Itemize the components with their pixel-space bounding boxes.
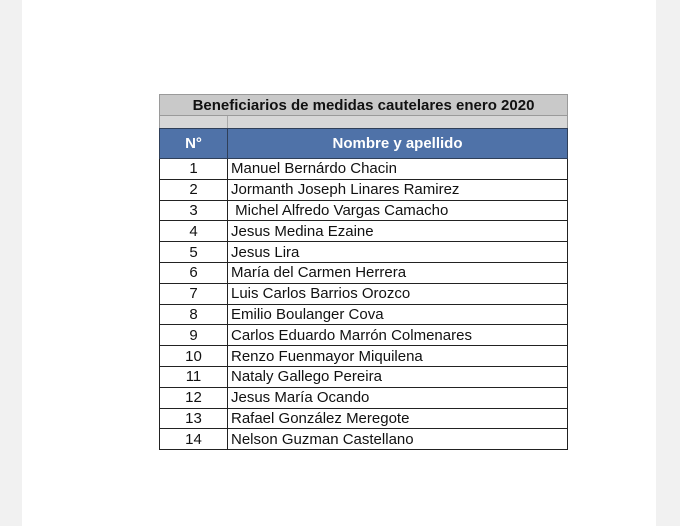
row-number: 13 bbox=[160, 409, 228, 429]
row-name: Manuel Bernárdo Chacin bbox=[231, 160, 397, 178]
row-name: Renzo Fuenmayor Miquilena bbox=[231, 347, 423, 365]
row-name: Emilio Boulanger Cova bbox=[231, 305, 384, 323]
table-row bbox=[160, 263, 567, 284]
row-name: Jesus Medina Ezaine bbox=[231, 222, 374, 240]
table-row bbox=[160, 159, 567, 180]
row-name: Carlos Eduardo Marrón Colmenares bbox=[231, 326, 472, 344]
header-row bbox=[159, 128, 568, 159]
row-number: 7 bbox=[160, 284, 228, 304]
document-page bbox=[22, 0, 656, 526]
table-row bbox=[160, 242, 567, 263]
row-number: 6 bbox=[160, 263, 228, 283]
table-row bbox=[160, 429, 567, 450]
row-name: María del Carmen Herrera bbox=[231, 264, 407, 282]
row-name: Jesus Lira bbox=[231, 243, 300, 261]
row-name: Michel Alfredo Vargas Camacho bbox=[231, 201, 449, 219]
row-name: Nataly Gallego Pereira bbox=[231, 368, 382, 386]
row-name: Jormanth Joseph Linares Ramirez bbox=[231, 181, 460, 199]
table-row bbox=[160, 201, 567, 222]
spacer-row bbox=[159, 116, 568, 128]
row-number: 1 bbox=[160, 159, 228, 179]
row-number: 14 bbox=[160, 429, 228, 449]
table-body bbox=[159, 159, 568, 450]
table-row bbox=[160, 346, 567, 367]
row-number: 3 bbox=[160, 201, 228, 221]
row-name: Luis Carlos Barrios Orozco bbox=[231, 285, 411, 303]
row-name: Jesus María Ocando bbox=[231, 389, 370, 407]
column-header-name: Nombre y apellido bbox=[332, 135, 463, 152]
row-number: 12 bbox=[160, 388, 228, 408]
row-name: Nelson Guzman Castellano bbox=[231, 430, 414, 448]
row-number: 8 bbox=[160, 305, 228, 325]
table-row bbox=[160, 409, 567, 430]
row-number: 5 bbox=[160, 242, 228, 262]
table-row bbox=[160, 367, 567, 388]
table-row bbox=[160, 305, 567, 326]
table-row bbox=[160, 388, 567, 409]
table-row bbox=[160, 221, 567, 242]
table-row bbox=[160, 180, 567, 201]
row-number: 10 bbox=[160, 346, 228, 366]
table-title: Beneficiarios de medidas cautelares enero 2020 bbox=[159, 94, 568, 116]
column-header-number: N° bbox=[160, 129, 228, 158]
table-row bbox=[160, 325, 567, 346]
row-number: 2 bbox=[160, 180, 228, 200]
table-row bbox=[160, 284, 567, 305]
beneficiaries-table bbox=[159, 94, 568, 450]
row-number: 9 bbox=[160, 325, 228, 345]
row-name: Rafael González Meregote bbox=[231, 409, 410, 427]
row-number: 4 bbox=[160, 221, 228, 241]
row-number: 11 bbox=[160, 367, 228, 387]
